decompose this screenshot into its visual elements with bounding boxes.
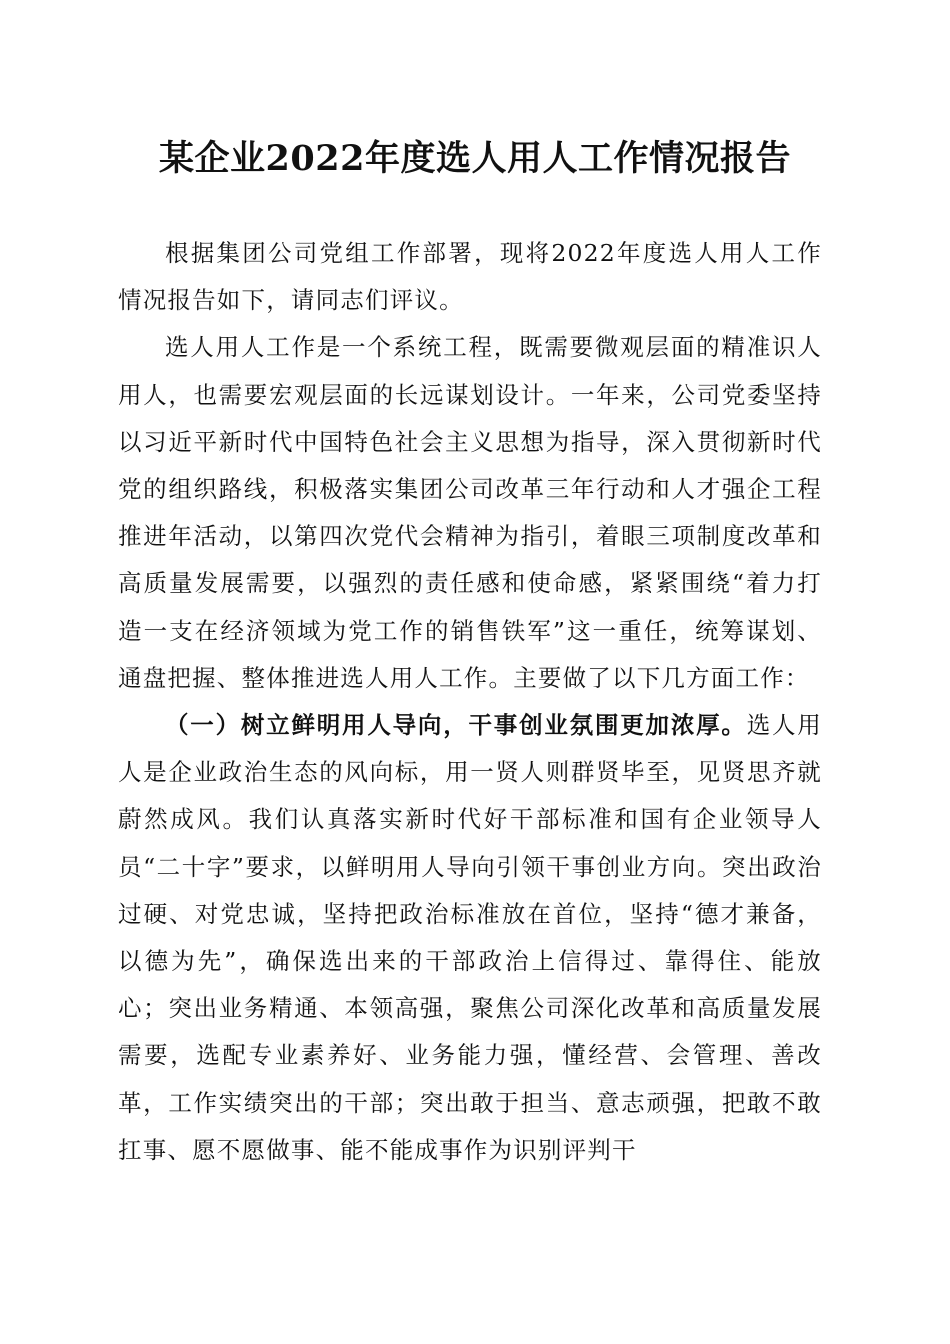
paragraph-overview [118,324,822,702]
section-one-text: 选人用人是企业政治生态的风向标，用一贤人则群贤毕至，见贤思齐就蔚然成风。我们认真落实新时代好干部标准和国有企业领导人员“二十字”要求，以鲜明用人导向引领干事创业方向。突出政治过硬、对党忠诚，坚持把政治标准放在首位，坚持“德才兼备，以德为先”，确保选出来的干部政治上信得过、靠得住、能放心；突出业务精通、本领高强，聚焦公司深化改革和高质量发展需要，选配专业素养好、业务能力强，懂经营、会管理、善改革，工作实绩突出的干部；突出敢于担当、意志顽强，把敢不敢扛事、愿不愿做事、能不能成事作为识别评判干 [118,711,822,1164]
section-one-heading: （一）树立鲜明用人导向，干事创业氛围更加浓厚。 [165,711,747,740]
document-body [118,230,822,1174]
paragraph-intro [118,230,822,324]
paragraph-intro-text: 根据集团公司党组工作部署，现将2022年度选人用人工作情况报告如下，请同志们评议。 [118,239,822,315]
paragraph-overview-text: 选人用人工作是一个系统工程，既需要微观层面的精准识人用人，也需要宏观层面的长远谋划设计。一年来，公司党委坚持以习近平新时代中国特色社会主义思想为指导，深入贯彻新时代党的组织路线，积极落实集团公司改革三年行动和人才强企工程推进年活动，以第四次党代会精神为指引，着眼三项制度改革和高质量发展需要，以强烈的责任感和使命感，紧紧围绕“着力打造一支在经济领域为党工作的销售铁军”这一重任，统筹谋划、通盘把握、整体推进选人用人工作。主要做了以下几方面工作： [118,333,822,692]
document-title: 某企业2022年度选人用人工作情况报告 [159,138,791,179]
paragraph-section-one [118,702,822,1174]
